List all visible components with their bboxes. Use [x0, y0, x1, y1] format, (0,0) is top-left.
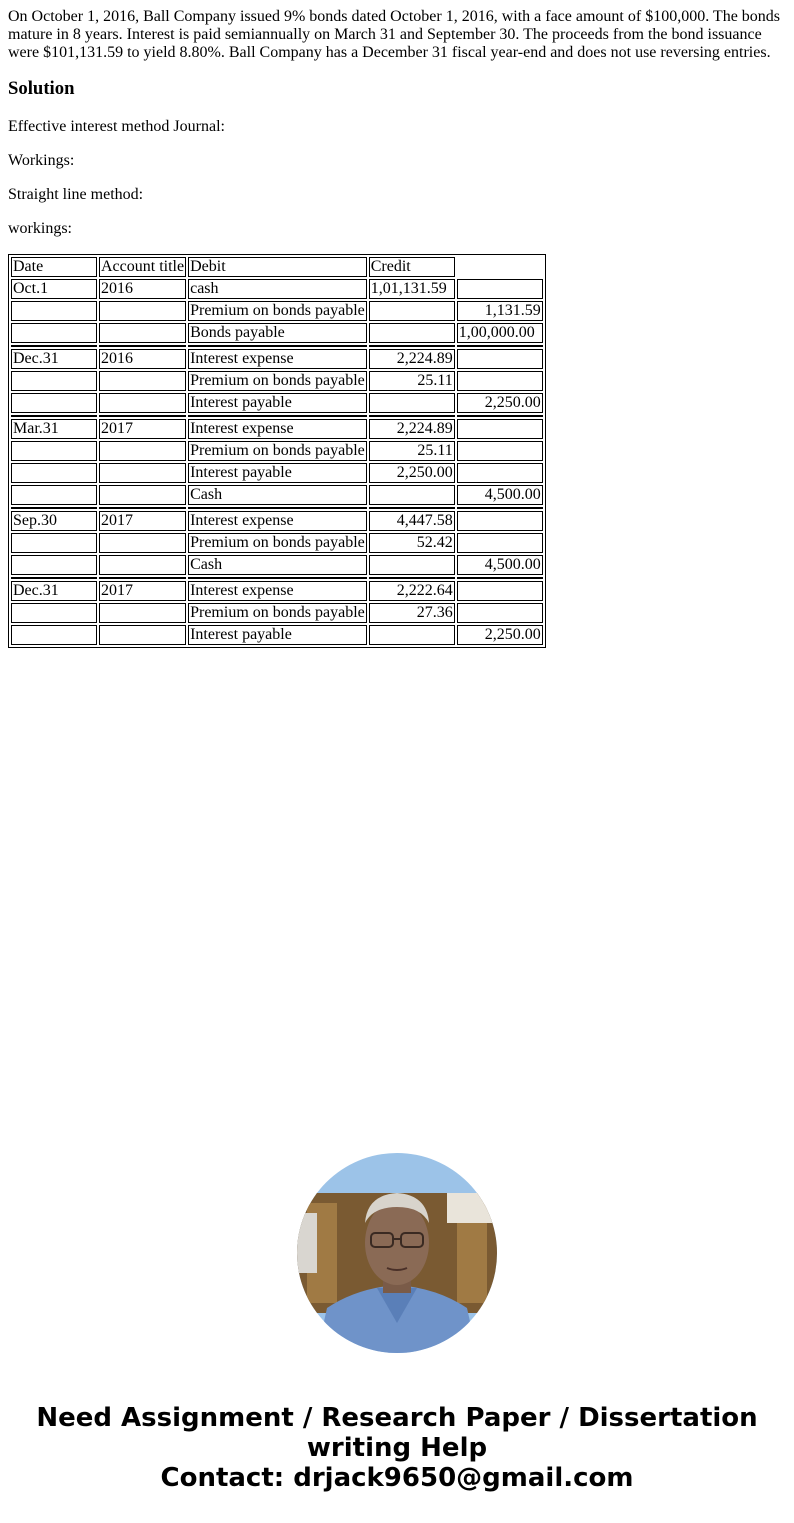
table-row: [11, 533, 543, 553]
separator-cell: [457, 345, 543, 347]
table-row: [11, 581, 543, 601]
separator-cell: [457, 507, 543, 509]
credit-cell: 2,250.00: [457, 393, 543, 413]
credit-cell: [457, 581, 543, 601]
date-cell: [11, 323, 97, 343]
year-cell: [99, 323, 186, 343]
workings-label-2: workings:: [8, 220, 72, 237]
table-row: [11, 279, 543, 299]
credit-cell: [457, 533, 543, 553]
separator-cell: [457, 577, 543, 579]
credit-cell: [457, 463, 543, 483]
journal-table: [8, 254, 546, 648]
account-cell: Premium on bonds payable: [190, 442, 365, 459]
separator-cell: [11, 577, 97, 579]
header-empty: [457, 257, 543, 277]
debit-cell: 1,01,131.59: [369, 279, 455, 299]
debit-cell: [369, 625, 455, 645]
date-cell: [11, 463, 97, 483]
separator-cell: [188, 577, 367, 579]
account-cell: Premium on bonds payable: [190, 372, 365, 389]
account-cell: Cash: [188, 485, 367, 505]
separator-cell: [457, 415, 543, 417]
footer-line-3: Contact: drjack9650@gmail.com: [160, 1463, 634, 1493]
account-cell: cash: [188, 279, 367, 299]
debit-cell: 2,250.00: [369, 463, 455, 483]
year-cell: [99, 555, 186, 575]
credit-cell: 2,250.00: [457, 625, 543, 645]
debit-cell: 2,224.89: [369, 419, 455, 439]
year-cell: [99, 485, 186, 505]
year-cell: 2016: [99, 279, 186, 299]
date-cell: [11, 393, 97, 413]
workings-label: Workings:: [8, 152, 75, 169]
problem-statement: On October 1, 2016, Ball Company issued 9% bonds dated October 1, 2016, with a face amount of $100,000. The bonds mature in 8 years. Interest is paid semiannually on March 31 and September 30. The proceeds from the bond issuance were $101,131.59 to yield 8.80%. Ball Company has a December 31 fiscal year-end and does not use reversing entries.: [8, 8, 781, 61]
year-cell: [99, 603, 186, 623]
account-cell: Interest expense: [188, 511, 367, 531]
table-row: [11, 323, 543, 343]
table-row: [11, 393, 543, 413]
journal-table-body: [11, 257, 543, 645]
account-cell: Interest payable: [188, 625, 367, 645]
credit-cell: [457, 511, 543, 531]
document-body: [0, 0, 794, 648]
debit-cell: 27.36: [369, 603, 455, 623]
table-row: [11, 603, 543, 623]
year-cell: 2016: [99, 349, 186, 369]
separator-cell: [369, 415, 455, 417]
credit-cell: [457, 603, 543, 623]
separator-cell: [188, 345, 367, 347]
credit-cell: 1,00,000.00: [457, 323, 543, 343]
date-cell: [11, 371, 97, 391]
debit-cell: [369, 485, 455, 505]
credit-cell: [457, 419, 543, 439]
separator-cell: [99, 577, 186, 579]
debit-cell: 2,222.64: [369, 581, 455, 601]
year-cell: [99, 371, 186, 391]
account-cell: Premium on bonds payable: [190, 604, 365, 621]
separator-cell: [99, 345, 186, 347]
separator-cell: [369, 577, 455, 579]
table-row: [11, 625, 543, 645]
table-row: [11, 555, 543, 575]
year-cell: 2017: [99, 419, 186, 439]
credit-cell: [457, 371, 543, 391]
date-cell: [11, 485, 97, 505]
separator-cell: [188, 415, 367, 417]
header-debit: Debit: [188, 257, 367, 277]
debit-cell: 2,224.89: [369, 349, 455, 369]
effective-method-label: Effective interest method Journal:: [8, 118, 225, 135]
group-separator: [11, 577, 543, 579]
date-cell: Sep.30: [11, 511, 97, 531]
table-row: [11, 349, 543, 369]
credit-cell: 4,500.00: [457, 555, 543, 575]
separator-cell: [11, 507, 97, 509]
account-cell: Bonds payable: [188, 323, 367, 343]
date-cell: Dec.31: [11, 581, 97, 601]
year-cell: [99, 533, 186, 553]
date-cell: [11, 301, 97, 321]
account-cell: Interest payable: [188, 463, 367, 483]
date-cell: Oct.1: [11, 279, 97, 299]
table-row: [11, 301, 543, 321]
account-cell: Interest expense: [188, 581, 367, 601]
separator-cell: [99, 507, 186, 509]
credit-cell: [457, 349, 543, 369]
debit-cell: [369, 301, 455, 321]
debit-cell: [369, 393, 455, 413]
year-cell: 2017: [99, 511, 186, 531]
group-separator: [11, 507, 543, 509]
year-cell: [99, 625, 186, 645]
debit-cell: [369, 323, 455, 343]
year-cell: [99, 441, 186, 461]
date-cell: [11, 603, 97, 623]
footer-line-1: Need Assignment / Research Paper / Dissertation: [36, 1403, 758, 1433]
table-row: [11, 441, 543, 461]
account-cell: Interest expense: [188, 349, 367, 369]
group-separator: [11, 345, 543, 347]
credit-cell: 1,131.59: [457, 301, 543, 321]
separator-cell: [369, 507, 455, 509]
footer-line-2: writing Help: [306, 1433, 488, 1463]
table-row: [11, 463, 543, 483]
footer-banner: [0, 1403, 794, 1493]
account-cell: Interest expense: [188, 419, 367, 439]
debit-cell: 25.11: [369, 371, 455, 391]
straight-line-label: Straight line method:: [8, 186, 144, 203]
debit-cell: [369, 555, 455, 575]
debit-cell: 4,447.58: [369, 511, 455, 531]
credit-cell: [457, 279, 543, 299]
date-cell: Dec.31: [11, 349, 97, 369]
header-credit: Credit: [369, 257, 455, 277]
table-row: [11, 419, 543, 439]
date-cell: [11, 441, 97, 461]
year-cell: [99, 393, 186, 413]
header-account-title: Account title: [101, 258, 185, 275]
header-date: Date: [11, 257, 97, 277]
solution-heading: Solution: [8, 78, 75, 99]
separator-cell: [369, 345, 455, 347]
account-cell: Interest payable: [188, 393, 367, 413]
account-cell: Cash: [188, 555, 367, 575]
year-cell: [99, 463, 186, 483]
debit-cell: 25.11: [369, 441, 455, 461]
table-row: [11, 485, 543, 505]
table-header-row: [11, 257, 543, 277]
account-cell: Premium on bonds payable: [190, 302, 365, 319]
year-cell: [99, 301, 186, 321]
date-cell: Mar.31: [11, 419, 97, 439]
date-cell: [11, 533, 97, 553]
separator-cell: [11, 345, 97, 347]
account-cell: Premium on bonds payable: [190, 534, 365, 551]
debit-cell: 52.42: [369, 533, 455, 553]
year-cell: 2017: [99, 581, 186, 601]
avatar-photo-icon: [297, 1153, 497, 1353]
date-cell: [11, 625, 97, 645]
separator-cell: [188, 507, 367, 509]
date-cell: [11, 555, 97, 575]
table-row: [11, 511, 543, 531]
separator-cell: [99, 415, 186, 417]
group-separator: [11, 415, 543, 417]
separator-cell: [11, 415, 97, 417]
credit-cell: 4,500.00: [457, 485, 543, 505]
credit-cell: [457, 441, 543, 461]
author-avatar: [297, 1153, 497, 1353]
table-row: [11, 371, 543, 391]
